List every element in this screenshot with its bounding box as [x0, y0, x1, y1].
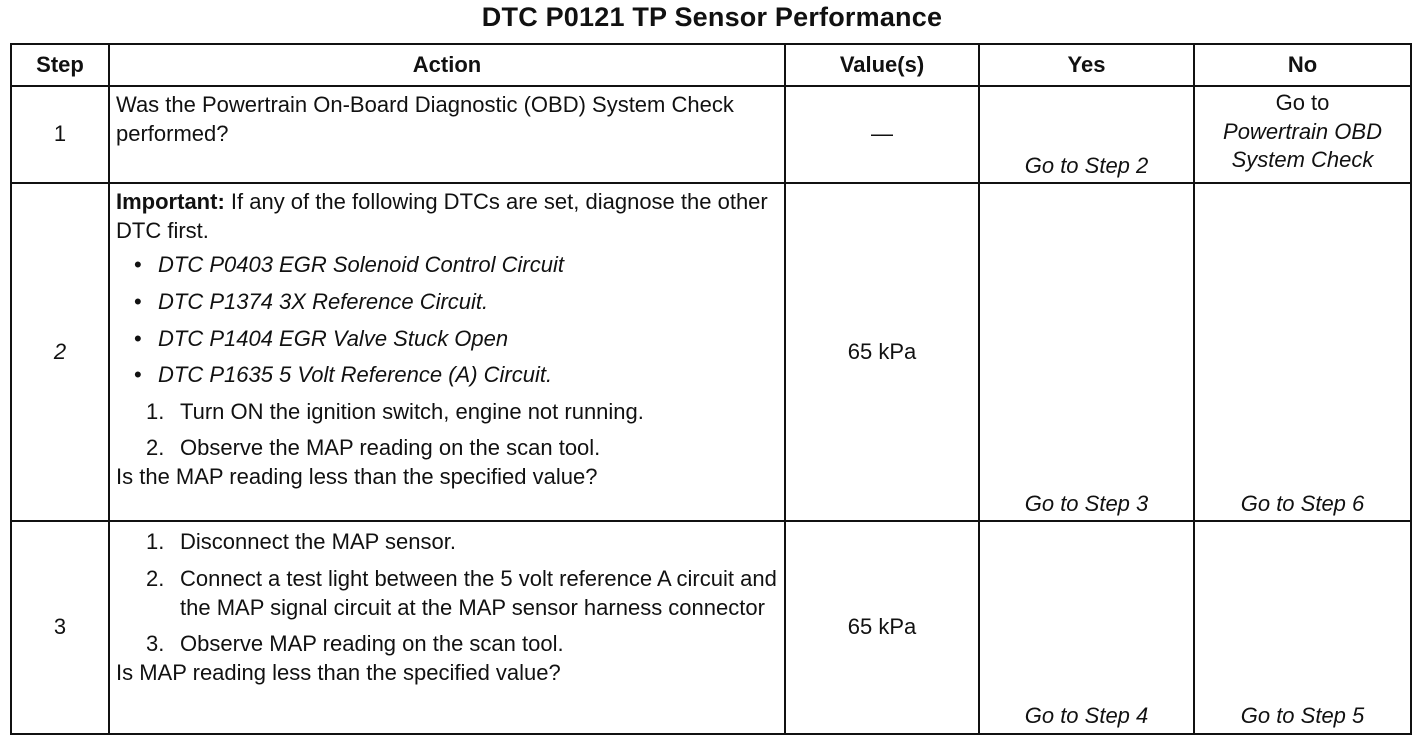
table-row — [11, 86, 1411, 183]
value-cell: 65 kPa — [785, 183, 979, 521]
procedure-step: 2. Observe the MAP reading on the scan tool. — [146, 435, 601, 461]
yes-cell — [979, 521, 1194, 734]
header-yes: Yes — [979, 44, 1194, 86]
table-row — [11, 183, 1411, 521]
step-number: 2 — [11, 183, 109, 521]
value-cell: 65 kPa — [785, 521, 979, 734]
value-cell: — — [785, 86, 979, 183]
yes-cell — [979, 86, 1194, 183]
page-title: DTC P0121 TP Sensor Performance — [481, 2, 943, 32]
procedure-steps — [116, 398, 778, 463]
yes-link: Go to Step 2 — [1024, 152, 1149, 178]
dtc-list — [116, 251, 778, 389]
header-action: Action — [109, 44, 785, 86]
yes-cell — [979, 183, 1194, 521]
header-values: Value(s) — [785, 44, 979, 86]
action-cell — [109, 521, 785, 734]
no-cell — [1194, 183, 1411, 521]
important-note — [116, 188, 778, 245]
no-link: Go to Step 6 — [1240, 490, 1365, 516]
no-go-to: Go to — [1275, 90, 1330, 115]
header-row — [11, 44, 1411, 86]
question-text: Is the MAP reading less than the specified value? — [116, 463, 598, 489]
no-cell — [1194, 86, 1411, 183]
action-cell — [109, 86, 785, 183]
header-step: Step — [11, 44, 109, 86]
yes-link: Go to Step 4 — [1024, 703, 1149, 729]
diagnostic-table — [10, 43, 1412, 735]
action-text: Was the Powertrain On-Board Diagnostic (OBD) System Check performed? — [116, 92, 734, 146]
bullet-icon: • — [134, 325, 142, 351]
bullet-icon: • — [134, 252, 142, 278]
procedure-step: 2. Connect a test light between the 5 volt reference A circuit and the MAP signal circuit at the MAP sensor harness connector — [146, 565, 777, 620]
bullet-icon: • — [134, 362, 142, 388]
list-item: • DTC P1374 3X Reference Circuit. — [158, 288, 778, 317]
list-item: • DTC P1404 EGR Valve Stuck Open — [158, 325, 778, 354]
important-label: Important: — [116, 189, 225, 215]
yes-link: Go to Step 3 — [1024, 490, 1149, 516]
procedure-step: 1. Turn ON the ignition switch, engine not running. — [146, 398, 644, 424]
procedure-step: 3. Observe MAP reading on the scan tool. — [146, 631, 564, 657]
header-no: No — [1194, 44, 1411, 86]
list-item: • DTC P0403 EGR Solenoid Control Circuit — [158, 251, 778, 280]
step-number: 1 — [11, 86, 109, 183]
no-reference: Powertrain OBD System Check — [1223, 118, 1382, 173]
important-text: If any of the following DTCs are set, diagnose the other DTC first. — [116, 189, 768, 243]
table-row — [11, 521, 1411, 734]
bullet-icon: • — [134, 288, 142, 314]
step-number: 3 — [11, 521, 109, 734]
no-cell — [1194, 521, 1411, 734]
action-cell — [109, 183, 785, 521]
no-link: Go to Step 5 — [1240, 703, 1365, 729]
procedure-step: 1. Disconnect the MAP sensor. — [146, 529, 456, 555]
question-text: Is MAP reading less than the specified value? — [116, 659, 561, 685]
procedure-steps — [116, 528, 778, 658]
list-item: • DTC P1635 5 Volt Reference (A) Circuit. — [158, 361, 778, 390]
